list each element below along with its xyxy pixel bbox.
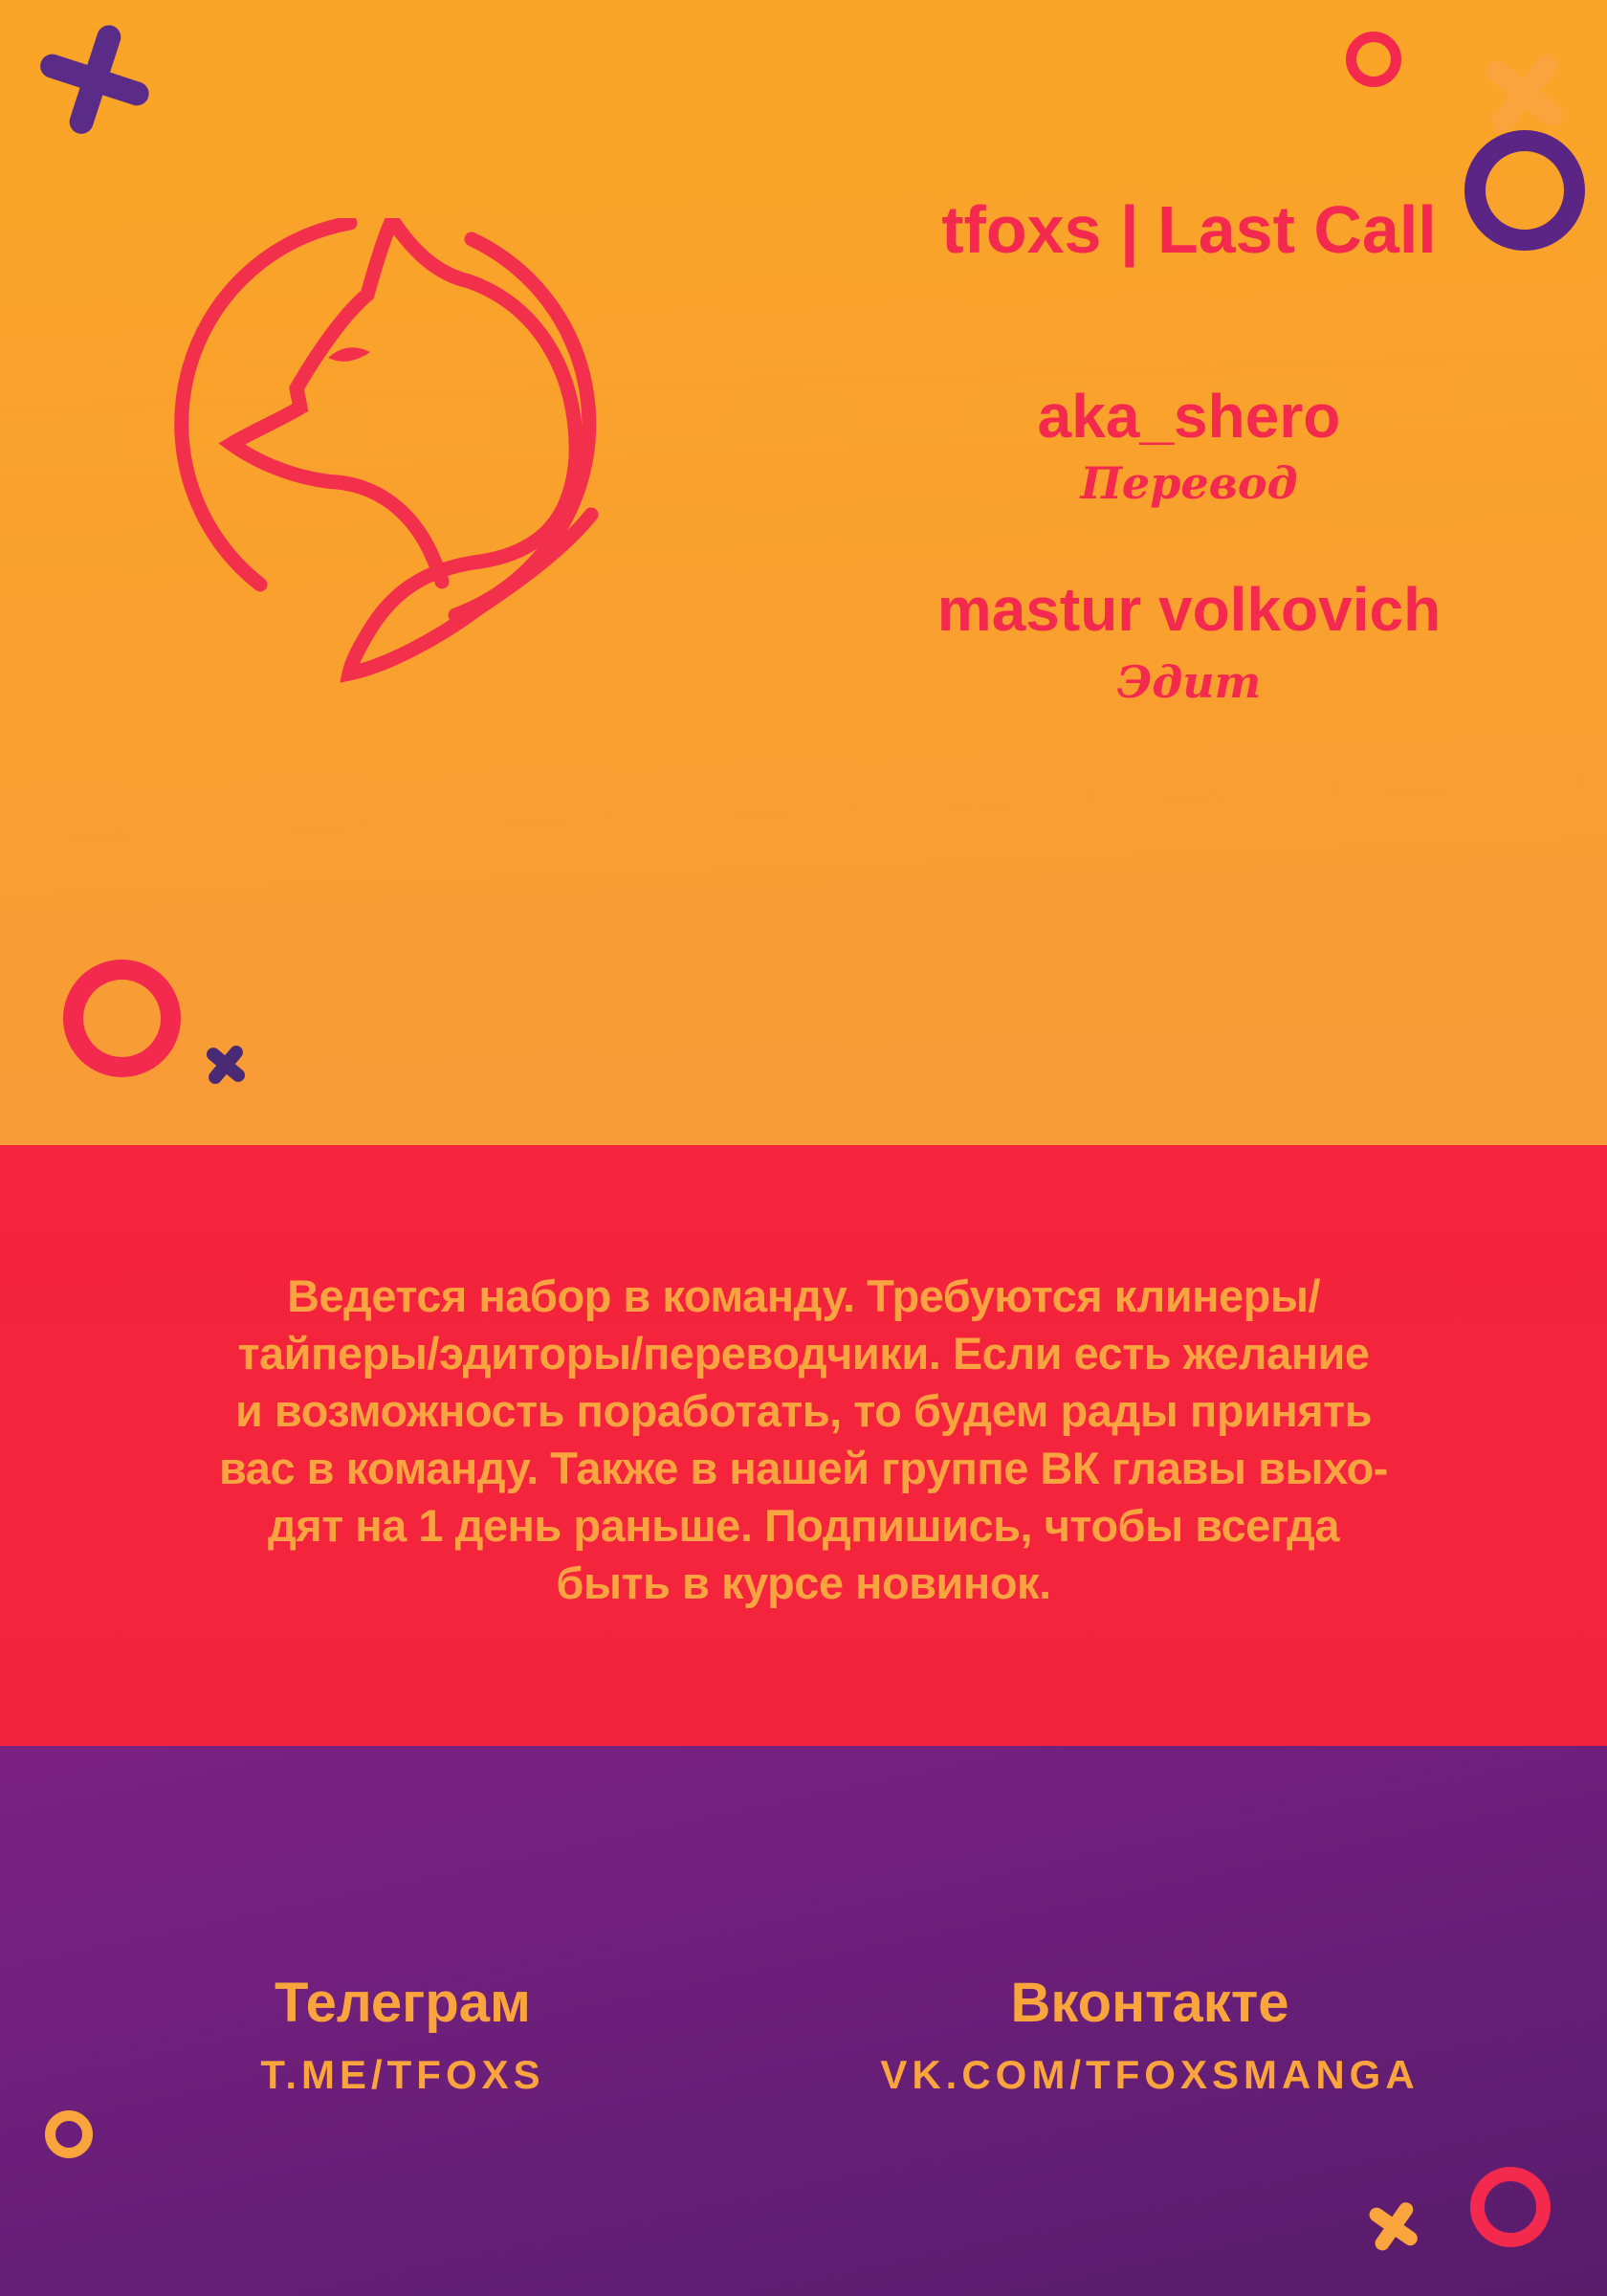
- credit-role-editor: Эдит: [1116, 656, 1262, 708]
- credit-name-editor: mastur volkovich: [936, 575, 1442, 644]
- credit-name-translator: aka_shero: [1037, 382, 1341, 451]
- logo-fox-body: [297, 220, 591, 673]
- circle-icon-medium-red: [63, 960, 181, 1077]
- recruitment-section: [0, 1145, 1607, 1746]
- telegram-link[interactable]: T.ME/TFOXS: [260, 2052, 545, 2097]
- recruitment-line: быть в курсе новинок.: [556, 1557, 1051, 1608]
- circle-icon-small-red: [1346, 32, 1401, 87]
- fox-logo: [153, 218, 622, 878]
- plus-icon-top-left: [24, 9, 166, 151]
- recruitment-line: тайперы/эдиторы/переводчики. Если есть желание: [237, 1328, 1370, 1379]
- vk-link[interactable]: VK.COM/TFOXSMANGA: [880, 2052, 1420, 2097]
- x-icon-orange-bottom-right: [1355, 2188, 1433, 2265]
- logo-fox-jaw: [231, 388, 442, 582]
- vk-heading: Вконтакте: [1010, 1972, 1289, 2034]
- recruitment-line: дят на 1 день раньше. Подпишись, чтобы всегда: [267, 1500, 1340, 1551]
- telegram-column: [68, 1971, 737, 2098]
- team-title: tfoxs | Last Call: [941, 192, 1437, 267]
- recruitment-text: [0, 1268, 1607, 1612]
- circle-icon-red-bottom-right: [1470, 2167, 1551, 2247]
- x-icon-small-purple: [193, 1032, 258, 1097]
- recruitment-line: Ведется набор в команду. Требуются клинеры/: [286, 1270, 1321, 1321]
- telegram-heading: Телеграм: [275, 1972, 531, 2034]
- recruitment-line: и возможность поработать, то будем рады принять: [234, 1385, 1373, 1436]
- vk-column: [815, 1971, 1485, 2098]
- top-section: [0, 0, 1607, 1145]
- circle-icon-orange-bottom-left: [45, 2110, 93, 2158]
- recruitment-line: вас в команду. Также в нашей группе ВК главы выхо-: [219, 1443, 1388, 1493]
- logo-circle-arc-left: [182, 223, 350, 585]
- credit-role-translator: Перевод: [1080, 457, 1298, 509]
- fox-eye: [328, 347, 370, 362]
